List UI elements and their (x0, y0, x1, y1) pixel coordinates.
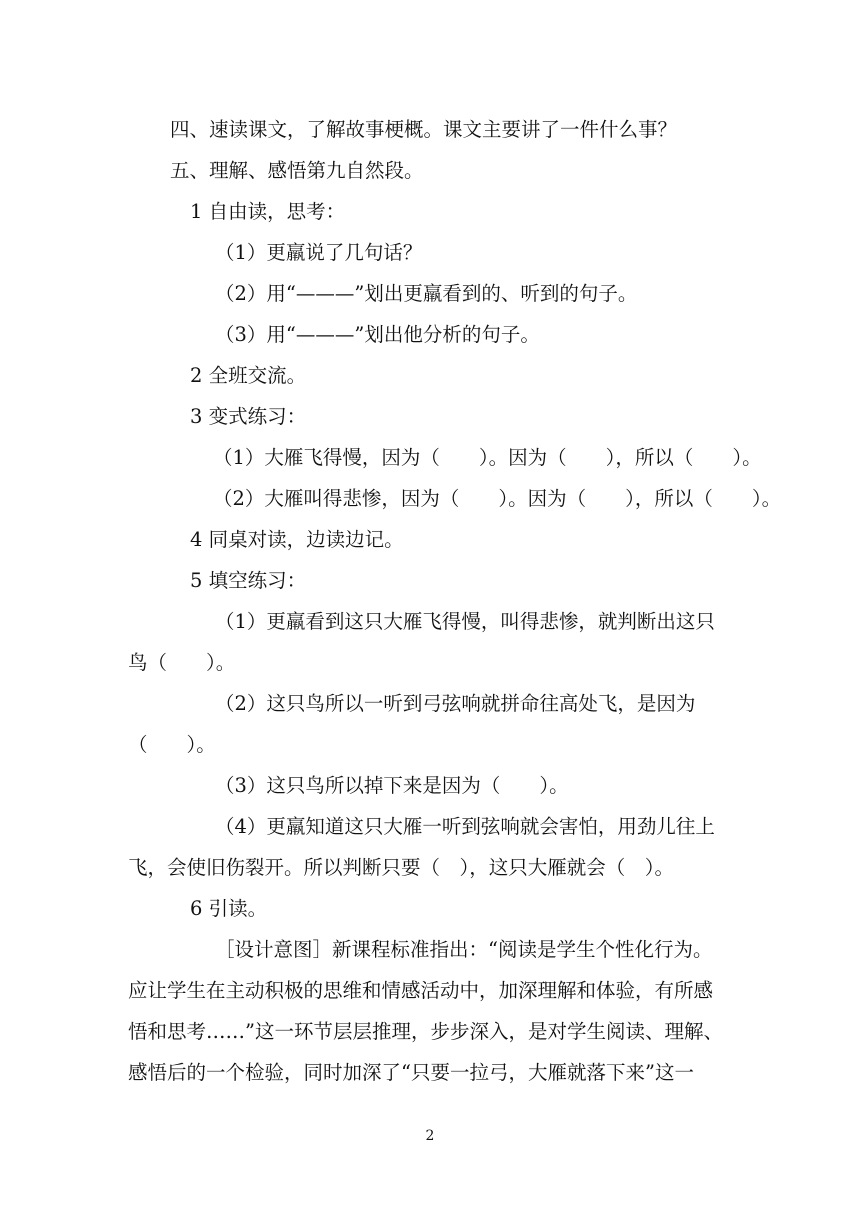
step-2-class-exchange: 2 全班交流。 (190, 364, 307, 387)
fill-item-3: （3）这只鸟所以掉下来是因为（ ）。 (215, 774, 569, 797)
step-3-variation-practice: 3 变式练习： (190, 405, 307, 428)
section-four-heading: 四、速读课文，了解故事梗概。课文主要讲了一件什么事？ (170, 118, 678, 141)
step-5-fill-in-blank: 5 填空练习： (190, 569, 307, 592)
step-1-free-reading: 1 自由读，思考： (190, 200, 346, 223)
fill-item-1-line-1: （1）更羸看到这只大雁飞得慢，叫得悲惨，就判断出这只 (215, 610, 715, 633)
fill-item-2-line-2: （ ）。 (128, 733, 216, 756)
question-1-3: （3）用“———”划出他分析的句子。 (215, 323, 540, 346)
page-number: 2 (425, 1128, 435, 1144)
design-intent-line-1: ［设计意图］新课程标准指出：“阅读是学生个性化行为。 (215, 938, 713, 961)
section-five-heading: 五、理解、感悟第九自然段。 (170, 159, 424, 182)
step-6-guided-reading: 6 引读。 (190, 897, 268, 920)
design-intent-line-2: 应让学生在主动积极的思维和情感活动中，加深理解和体验，有所感 (128, 979, 714, 1002)
question-1-1: （1）更羸说了几句话？ (215, 241, 423, 264)
design-intent-line-3: 悟和思考……”这一环节层层推理，步步深入，是对学生阅读、理解、 (128, 1020, 723, 1043)
fill-item-4-line-1: （4）更羸知道这只大雁一听到弦响就会害怕，用劲儿往上 (215, 815, 715, 838)
design-intent-line-4: 感悟后的一个检验，同时加深了“只要一拉弓，大雁就落下来”这一 (128, 1061, 694, 1084)
fill-item-2-line-1: （2）这只鸟所以一听到弓弦响就拼命往高处飞，是因为 (215, 692, 696, 715)
question-1-2: （2）用“———”划出更羸看到的、听到的句子。 (215, 282, 638, 305)
variation-item-2: （2）大雁叫得悲惨，因为（ ）。因为（ ），所以（ ）。 (213, 487, 782, 510)
fill-item-1-line-2: 鸟（ ）。 (128, 651, 236, 674)
fill-item-4-line-2: 飞，会使旧伤裂开。所以判断只要（ ），这只大雁就会（ ）。 (128, 856, 675, 879)
step-4-pair-reading: 4 同桌对读，边读边记。 (190, 528, 404, 551)
variation-item-1: （1）大雁飞得慢，因为（ ）。因为（ ），所以（ ）。 (213, 446, 762, 469)
